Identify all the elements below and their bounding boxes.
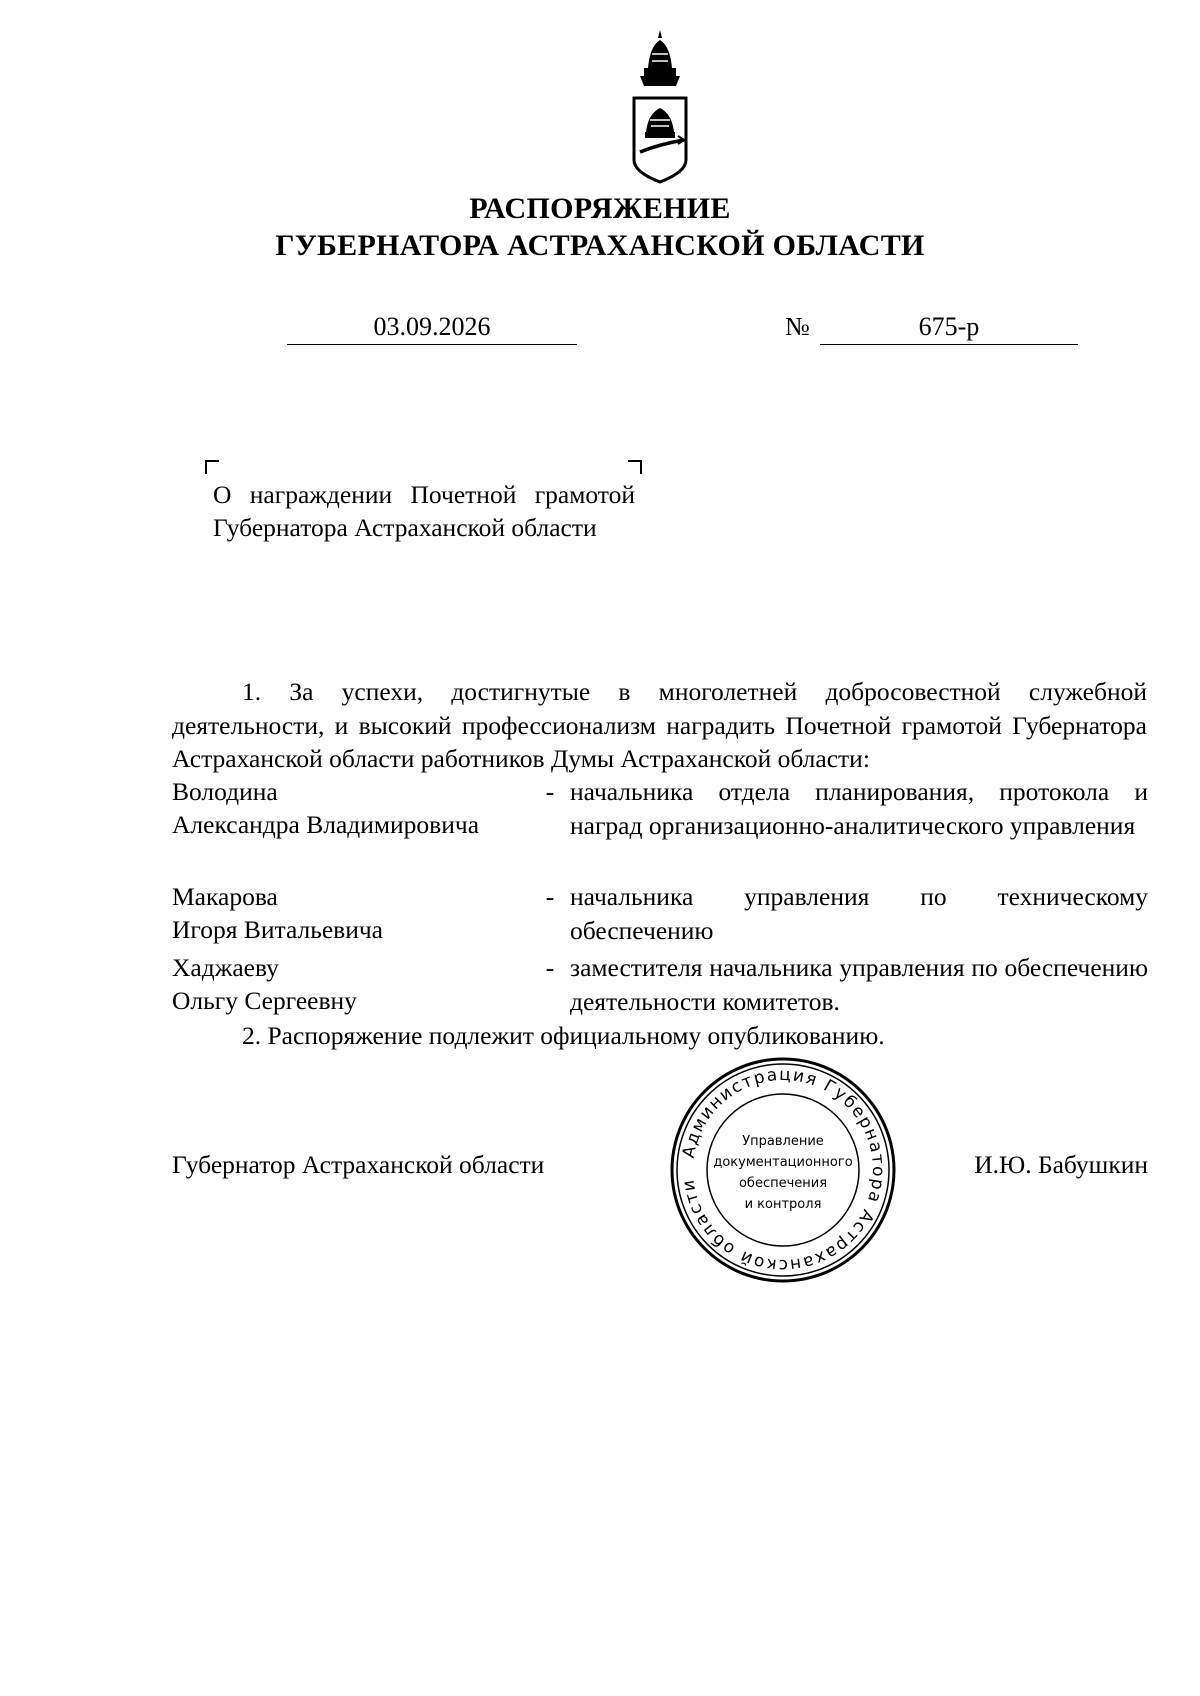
awardee-dash: - xyxy=(545,953,555,982)
svg-text:документационного: документационного xyxy=(713,1155,853,1170)
svg-text:Управление: Управление xyxy=(742,1134,824,1149)
subject-corner-right xyxy=(628,460,642,474)
awardee-position: заместителя начальника управления по обеспечению деятельности комитетов. xyxy=(570,953,1148,1016)
document-date: 03.09.2026 xyxy=(287,310,577,345)
awardee-given-name: Александра Владимировича xyxy=(172,810,480,839)
awardee-given-name: Ольгу Сергеевну xyxy=(172,986,357,1015)
document-number: 675-р xyxy=(820,310,1078,345)
awardee-surname: Володина xyxy=(172,777,278,806)
paragraph-2: 2. Распоряжение подлежит официальному опубликованию. xyxy=(242,1021,885,1050)
document-type-title: РАСПОРЯЖЕНИЕ xyxy=(469,192,731,225)
number-sign: № xyxy=(785,312,810,341)
paragraph-1: 1. За успехи, достигнутые в многолетней добросовестной служебной деятельности, и высокий профессионализм наградить Почетной грамотой Губернатора Астраханской области работников Думы Астраханской области: xyxy=(172,677,1147,773)
awardee-surname: Макарова xyxy=(172,882,278,911)
document-subject: О награждении Почетной грамотой Губернатора Астраханской области xyxy=(213,480,635,542)
svg-text:и контроля: и контроля xyxy=(744,1197,822,1212)
subject-corner-left xyxy=(205,460,219,474)
awardee-dash: - xyxy=(545,882,555,911)
signatory-title: Губернатор Астраханской области xyxy=(172,1150,545,1179)
awardee-surname: Хаджаеву xyxy=(172,953,279,982)
coat-of-arms-icon xyxy=(618,28,702,186)
issuer-title: ГУБЕРНАТОРА АСТРАХАНСКОЙ ОБЛАСТИ xyxy=(275,229,925,262)
svg-text:Администрация Губернатора Астр: Администрация Губернатора Астраханской области xyxy=(678,1064,889,1276)
awardee-position: начальника управления по техническому обеспечению xyxy=(570,882,1148,945)
awardee-dash: - xyxy=(545,777,555,806)
svg-text:обеспечения: обеспечения xyxy=(738,1176,828,1191)
awardee-given-name: Игоря Витальевича xyxy=(172,915,383,944)
signatory-name: И.Ю. Бабушкин xyxy=(974,1150,1148,1179)
awardee-position: начальника отдела планирования, протокола и наград организационно-аналитического управления xyxy=(570,777,1148,840)
official-stamp xyxy=(668,1055,898,1285)
